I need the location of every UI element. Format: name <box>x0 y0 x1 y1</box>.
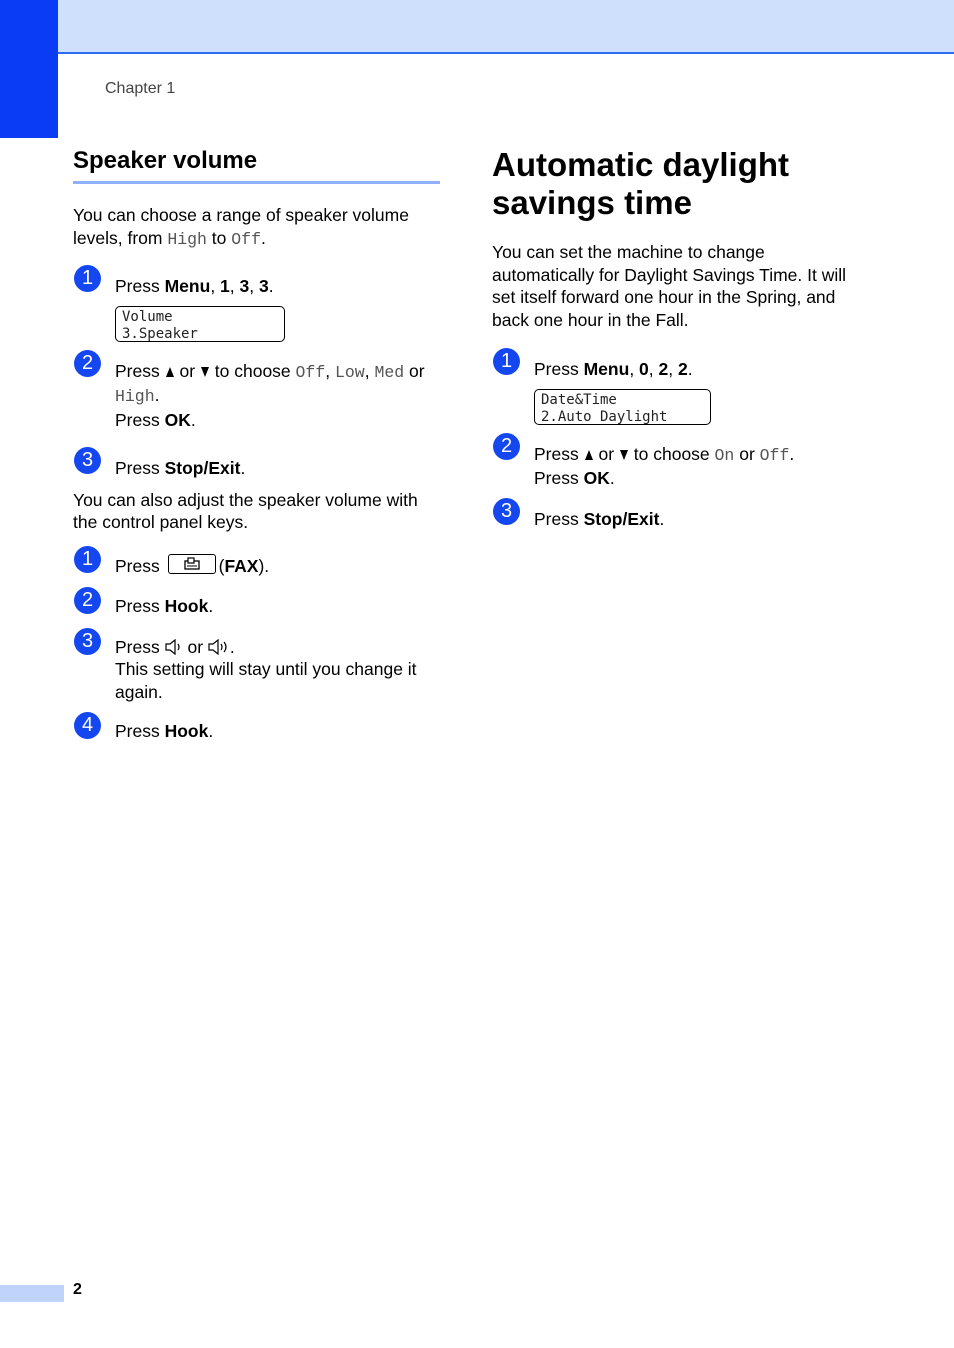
or: or <box>734 443 760 464</box>
step-press-hook-again <box>73 714 440 743</box>
option-high: High <box>167 229 207 249</box>
step-text: Press <box>534 508 584 529</box>
key-fax: FAX <box>224 555 259 576</box>
step-text: Press <box>115 721 165 741</box>
sep: , <box>648 359 659 379</box>
key-1: 1 <box>220 276 230 296</box>
step-number: 2 <box>74 587 101 614</box>
daylight-section <box>492 146 862 530</box>
sep: , <box>364 360 375 381</box>
speaker-volume-heading: Speaker volume <box>73 146 440 184</box>
intro-end: . <box>260 227 266 248</box>
sep: , <box>249 276 259 296</box>
choose: to choose <box>628 443 715 464</box>
sep: , <box>229 276 240 296</box>
key-menu: Menu <box>583 359 630 379</box>
key-2b: 2 <box>677 359 688 379</box>
chapter-tab <box>0 0 58 138</box>
step-number: 2 <box>493 433 520 460</box>
lcd-line-1: Volume <box>122 308 173 325</box>
key-stop-exit: Stop/Exit <box>583 508 660 529</box>
option-off: Off <box>231 229 261 249</box>
step-number: 4 <box>74 712 101 739</box>
step-note: This setting will stay until you change it again. <box>115 659 417 702</box>
end: . <box>268 276 274 296</box>
volume-up-icon <box>208 639 230 655</box>
step-choose-volume <box>73 351 440 432</box>
sep: , <box>210 276 221 296</box>
step-text: Press <box>534 359 584 379</box>
end: . <box>240 458 246 478</box>
step-text: Press <box>115 276 165 296</box>
step-text: Press <box>534 443 584 464</box>
step-press-hook <box>73 589 440 618</box>
step-adjust-volume <box>73 629 440 704</box>
sep: , <box>668 359 678 379</box>
page-number: 2 <box>73 1281 82 1298</box>
step-number: 1 <box>493 348 520 375</box>
footer-bar <box>0 1285 64 1302</box>
lcd-display-daylight <box>534 389 711 425</box>
step-number: 3 <box>74 628 101 655</box>
key-3: 3 <box>239 276 250 296</box>
step-stop-exit <box>73 449 440 480</box>
chapter-label: Chapter 1 <box>105 80 176 97</box>
end: . <box>154 385 160 405</box>
step-text: Press <box>115 596 165 616</box>
end: . <box>208 721 214 741</box>
step-menu-022 <box>492 350 862 425</box>
lcd-line-2: 2.Auto Daylight <box>541 408 668 425</box>
step-number: 2 <box>74 350 101 377</box>
intro-text: You can choose a range of speaker volume levels, from <box>73 205 409 248</box>
step-text: Press <box>115 409 165 430</box>
key-ok: OK <box>164 409 191 430</box>
step-press-fax <box>73 547 440 578</box>
or: or <box>182 636 208 657</box>
step-text: Press <box>115 636 165 657</box>
option-on: On <box>714 445 735 465</box>
option-high: High <box>115 387 155 406</box>
daylight-heading: Automatic daylight savings time <box>492 146 790 221</box>
speaker-also: You can also adjust the speaker volume with the control panel keys. <box>73 489 418 532</box>
fax-key-icon <box>168 554 216 574</box>
option-med: Med <box>374 362 405 382</box>
lcd-display-volume <box>115 306 285 342</box>
sep: , <box>325 360 335 381</box>
volume-down-icon <box>165 639 183 655</box>
key-stop-exit: Stop/Exit <box>164 458 241 478</box>
option-off: Off <box>295 362 326 382</box>
key-0: 0 <box>639 359 649 379</box>
option-off: Off <box>759 445 790 465</box>
step-menu-133 <box>73 267 440 342</box>
end: . <box>229 636 235 657</box>
step-number: 1 <box>74 546 101 573</box>
lcd-line-1: Date&Time <box>541 391 617 408</box>
step-text: Press <box>115 555 165 576</box>
key-hook: Hook <box>164 721 209 741</box>
speaker-volume-section <box>73 146 440 743</box>
choose: to choose <box>209 360 296 381</box>
sep: , <box>629 359 640 379</box>
paren: ). <box>258 555 270 576</box>
up-arrow-icon <box>584 449 594 461</box>
or: or <box>404 360 425 381</box>
or: or <box>174 360 200 381</box>
header-band <box>58 0 954 54</box>
step-text: Press <box>534 468 584 488</box>
end: . <box>190 409 196 430</box>
paren: ( <box>218 555 225 576</box>
option-low: Low <box>334 362 365 382</box>
daylight-intro: You can set the machine to change automatically for Daylight Savings Time. It will set itself forward one hour in the Spring, and back one hour in the Fall. <box>492 242 847 330</box>
key-ok: OK <box>583 468 610 488</box>
key-2: 2 <box>658 359 669 379</box>
step-text: Press <box>115 458 165 478</box>
step-number: 3 <box>74 447 101 474</box>
step-number: 1 <box>74 265 101 292</box>
up-arrow-icon <box>165 366 175 378</box>
key-hook: Hook <box>164 596 209 616</box>
key-3b: 3 <box>258 276 269 296</box>
lcd-line-2: 3.Speaker <box>122 325 198 342</box>
down-arrow-icon <box>200 366 210 378</box>
step-text: Press <box>115 360 165 381</box>
down-arrow-icon <box>619 449 629 461</box>
speaker-intro <box>73 204 440 251</box>
key-menu: Menu <box>164 276 211 296</box>
or: or <box>593 443 619 464</box>
end: . <box>789 443 795 464</box>
step-choose-on-off <box>492 434 862 490</box>
intro-to: to <box>206 227 232 248</box>
step-number: 3 <box>493 498 520 525</box>
end: . <box>687 359 693 379</box>
end: . <box>609 468 615 488</box>
step-stop-exit <box>492 499 862 531</box>
end: . <box>659 508 665 529</box>
end: . <box>208 596 214 616</box>
